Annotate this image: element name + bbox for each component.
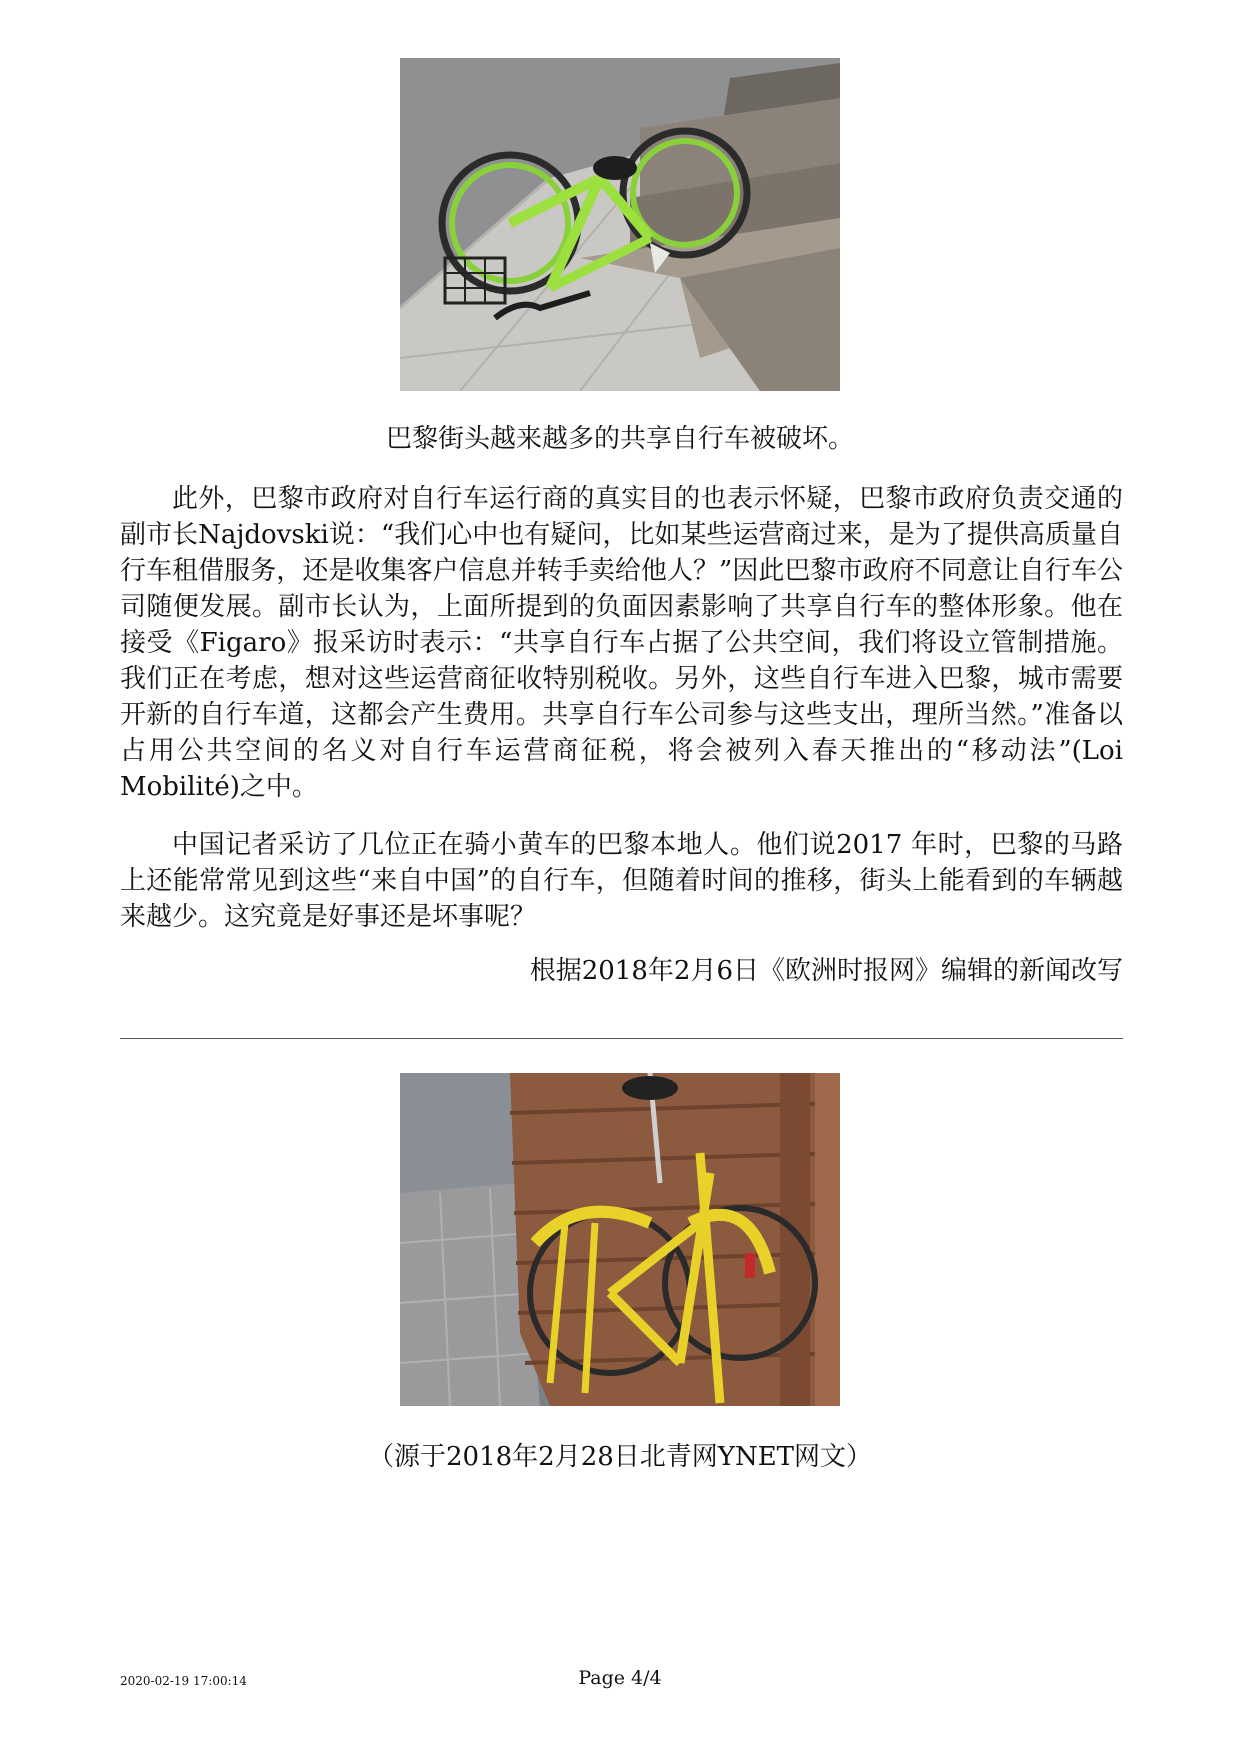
figure-caption: （源于2018年2月28日北青网YNET网文） xyxy=(367,1442,873,1472)
figure-caption: 巴黎街头越来越多的共享自行车被破坏。 xyxy=(385,424,854,454)
photo-illustration xyxy=(400,1073,840,1406)
source-attribution: 根据2018年2月6日《欧洲时报网》编辑的新闻改写 xyxy=(529,956,1123,986)
damaged-green-bicycle-photo xyxy=(400,58,840,391)
photo-illustration xyxy=(400,58,840,391)
article-paragraph: 此外，巴黎市政府对自行车运行商的真实目的也表示怀疑，巴黎市政府负责交通的副市长Najdovski说：“我们心中也有疑问，比如某些运营商过来，是为了提供高质量自行车租借服务，还是收集客户信息并转手卖给他人？”因此巴黎市政府不同意让自行车公司随便发展。副市长认为，上面所提到的负面因素影响了共享自行车的整体形象。他在接受《Figaro》报采访时表示：“共享自行车占据了公共空间，我们将设立管制措施。我们正在考虑，想对这些运营商征收特别税收。另外，这些自行车进入巴黎，城市需要开新的自行车道，这都会产生费用。共享自行车公司参与这些支出，理所当然。”准备以占用公共空间的名义对自行车运营商征税，将会被列入春天推出的“移动法”(Loi Mobilité)之中。 xyxy=(120,484,1123,802)
page-number: Page 4/4 xyxy=(578,1667,662,1689)
article-paragraph: 中国记者采访了几位正在骑小黄车的巴黎本地人。他们说2017 年时，巴黎的马路上还能常常见到这些“来自中国”的自行车，但随着时间的推移，街头上能看到的车辆越来越少。这究竟是好事还是坏事呢？ xyxy=(120,830,1123,932)
damaged-yellow-bicycle-photo xyxy=(400,1073,840,1406)
footer-timestamp: 2020-02-19 17:00:14 xyxy=(120,1674,247,1688)
section-divider xyxy=(120,1038,1123,1039)
